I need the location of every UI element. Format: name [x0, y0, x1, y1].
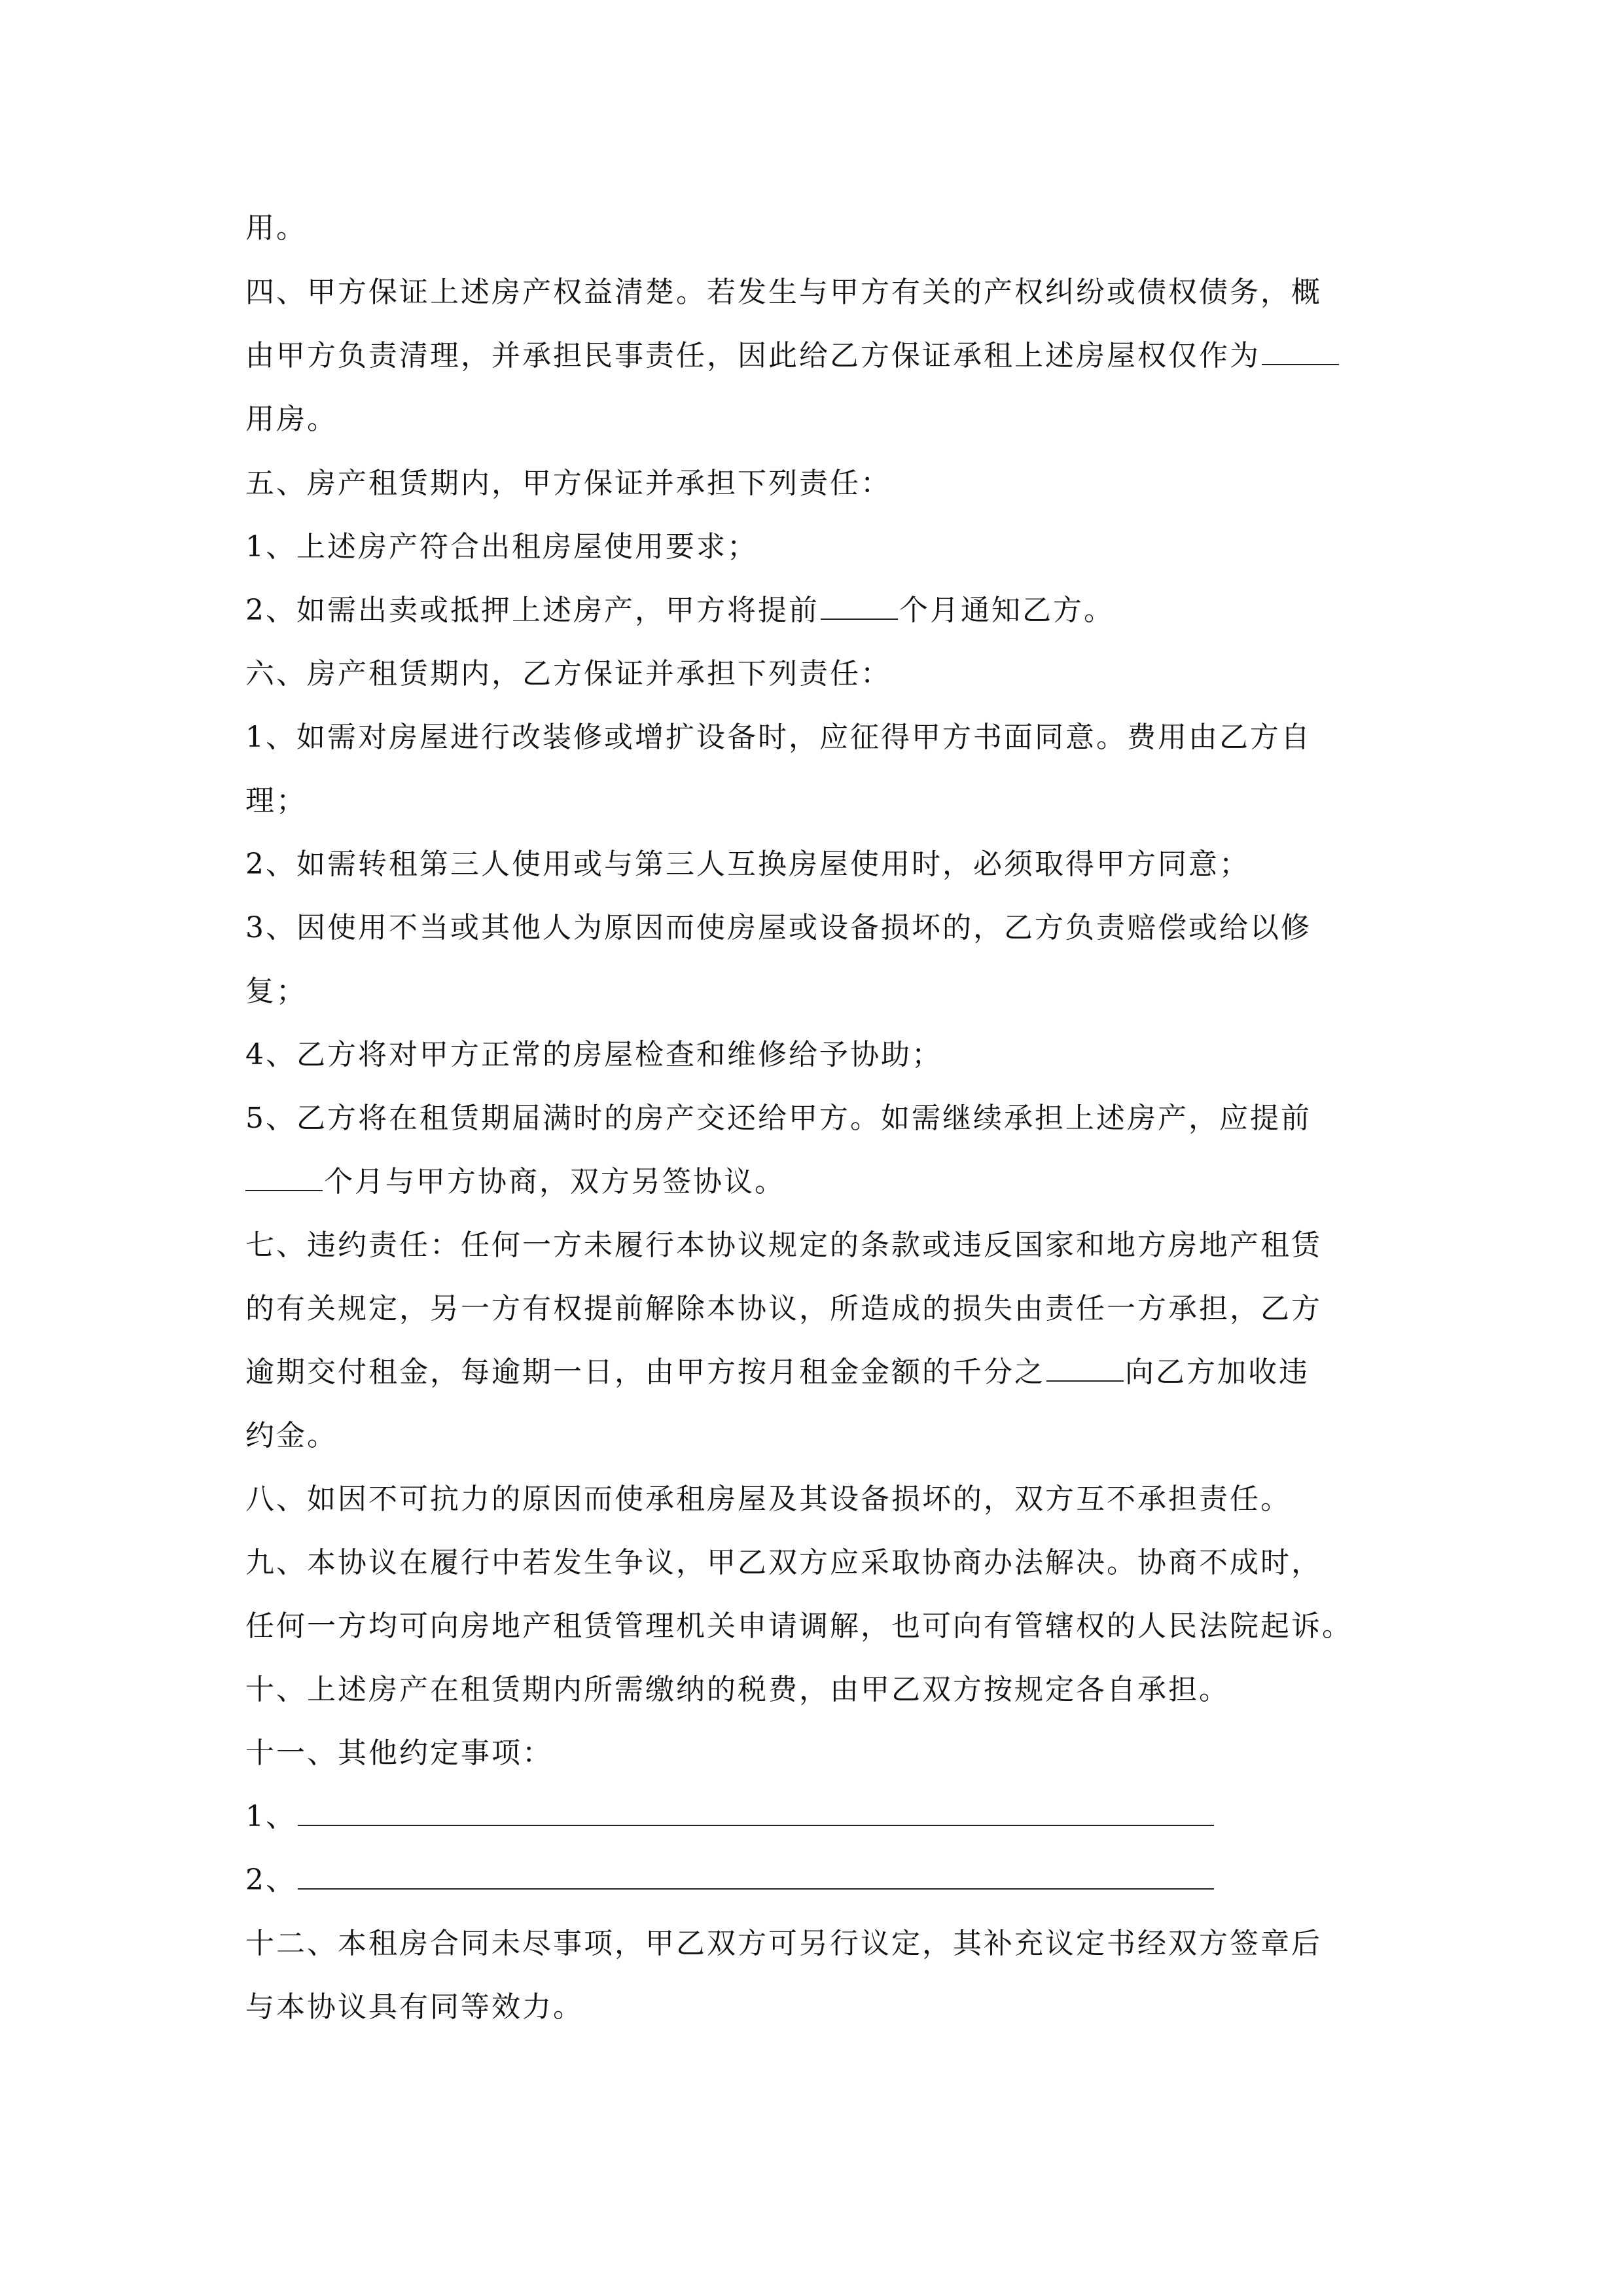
text-line — [245, 1340, 1397, 1404]
clause-5-item-2 — [245, 579, 1397, 642]
text-line: 十一、其他约定事项： — [245, 1736, 553, 1770]
text-line: 理； — [245, 784, 307, 817]
text-line — [245, 1785, 1397, 1848]
clause-5 — [245, 452, 1397, 515]
text-line: 2、如需转租第三人使用或与第三人互换房屋使用时，必须取得甲方同意； — [245, 848, 1250, 881]
fill-in-line — [298, 1882, 1214, 1890]
text-line: 3、因使用不当或其他人为原因而使房屋或设备损坏的，乙方负责赔偿或给以修 — [245, 911, 1311, 944]
clause-4 — [245, 260, 1397, 451]
fill-in-blank — [821, 612, 898, 620]
text-line: 四、甲方保证上述房产权益清楚。若发生与甲方有关的产权纠纷或债权债务，概 — [245, 276, 1322, 309]
text-line — [245, 1848, 1397, 1912]
clause-10 — [245, 1658, 1397, 1721]
text-line — [245, 1150, 1397, 1213]
text-fragment: 个月通知乙方。 — [899, 594, 1115, 627]
text-line: 5、乙方将在租赁期届满时的房产交还给甲方。如需继续承担上述房产，应提前 — [245, 1102, 1311, 1135]
paragraph-continuation — [245, 196, 1397, 260]
text-fragment: 1、 — [245, 1800, 296, 1833]
clause-6 — [245, 642, 1397, 706]
text-line: 任何一方均可向房地产租赁管理机关申请调解，也可向有管辖权的人民法院起诉。 — [245, 1609, 1353, 1643]
clause-6-item-5 — [245, 1086, 1397, 1213]
clause-6-item-1 — [245, 706, 1397, 833]
text-line: 约金。 — [245, 1419, 338, 1452]
clause-7 — [245, 1213, 1397, 1467]
text-fragment: 2、 — [245, 1863, 296, 1897]
clause-6-item-4 — [245, 1023, 1397, 1086]
text-line: 1、上述房产符合出租房屋使用要求； — [245, 530, 758, 564]
clause-8 — [245, 1467, 1397, 1531]
text-line: 4、乙方将对甲方正常的房屋检查和维修给予协助； — [245, 1038, 942, 1071]
clause-5-item-1 — [245, 515, 1397, 579]
text-fragment: 由甲方负责清理，并承担民事责任，因此给乙方保证承租上述房屋权仅作为 — [245, 339, 1260, 372]
fill-in-line — [298, 1818, 1214, 1826]
text-line: 复； — [245, 975, 307, 1008]
clause-12 — [245, 1912, 1397, 2039]
text-fragment: 逾期交付租金，每逾期一日，由甲方按月租金金额的千分之 — [245, 1355, 1045, 1389]
text-line: 用。 — [245, 211, 307, 245]
text-fragment: 个月与甲方协商，双方另签协议。 — [324, 1165, 785, 1198]
text-fragment: 2、如需出卖或抵押上述房产，甲方将提前 — [245, 594, 819, 627]
text-line: 七、违约责任：任何一方未履行本协议规定的条款或违反国家和地方房地产租赁 — [245, 1229, 1322, 1262]
text-fragment: 向乙方加收违 — [1125, 1355, 1310, 1389]
clause-11-item-2 — [245, 1848, 1397, 1912]
text-line: 的有关规定，另一方有权提前解除本协议，所造成的损失由责任一方承担，乙方 — [245, 1292, 1322, 1325]
clause-9 — [245, 1531, 1397, 1658]
fill-in-blank — [1046, 1374, 1124, 1382]
clause-11 — [245, 1721, 1397, 1785]
text-line: 1、如需对房屋进行改装修或增扩设备时，应征得甲方书面同意。费用由乙方自 — [245, 721, 1311, 754]
fill-in-blank — [245, 1183, 323, 1191]
clause-11-item-1 — [245, 1785, 1397, 1848]
text-line: 六、房产租赁期内，乙方保证并承担下列责任： — [245, 657, 891, 691]
text-line: 五、房产租赁期内，甲方保证并承担下列责任： — [245, 467, 891, 500]
text-line — [245, 579, 1397, 642]
text-line: 八、如因不可抗力的原因而使承租房屋及其设备损坏的，双方互不承担责任。 — [245, 1482, 1291, 1516]
fill-in-blank — [1262, 357, 1339, 365]
text-line: 与本协议具有同等效力。 — [245, 1990, 584, 2024]
text-line: 十二、本租房合同未尽事项，甲乙双方可另行议定，其补充议定书经双方签章后 — [245, 1927, 1322, 1960]
text-line: 九、本协议在履行中若发生争议，甲乙双方应采取协商办法解决。协商不成时， — [245, 1546, 1322, 1579]
text-line — [245, 324, 1397, 387]
clause-6-item-2 — [245, 833, 1397, 896]
text-line: 用房。 — [245, 403, 338, 436]
text-line: 十、上述房产在租赁期内所需缴纳的税费，由甲乙双方按规定各自承担。 — [245, 1673, 1230, 1706]
clause-6-item-3 — [245, 896, 1397, 1023]
